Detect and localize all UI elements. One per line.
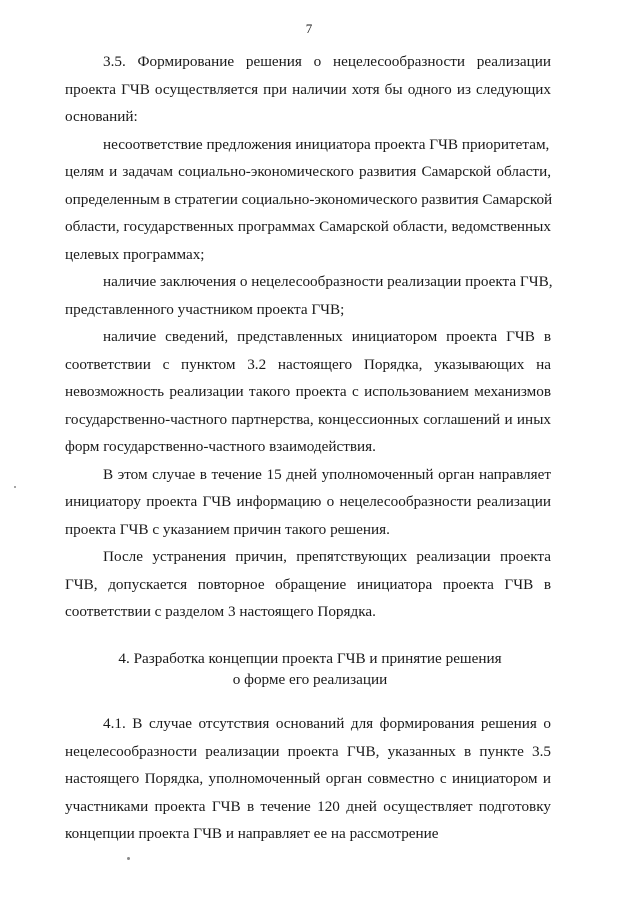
text-line: наличие заключения о нецелесообразности реализации проекта ГЧВ, xyxy=(103,273,553,290)
text-line: области, государственных программах Самарской области, ведомственных xyxy=(65,218,551,235)
text-line: участниками проекта ГЧВ в течение 120 дней осуществляет подготовку xyxy=(65,798,551,815)
text-line: определенным в стратегии социально-экономического развития Самарской xyxy=(65,191,553,208)
text-line: целевых программах; xyxy=(65,246,205,263)
heading-line: о форме его реализации xyxy=(232,671,388,688)
heading-line: 4. Разработка концепции проекта ГЧВ и принятие решения xyxy=(118,650,502,667)
text-line: наличие сведений, представленных инициатором проекта ГЧВ в xyxy=(103,328,551,345)
text-line: 3.5. Формирование решения о нецелесообразности реализации xyxy=(103,53,551,70)
text-line: проекта ГЧВ с указанием причин такого решения. xyxy=(65,521,390,538)
text-line: После устранения причин, препятствующих реализации проекта xyxy=(103,548,551,565)
text-line: ГЧВ, допускается повторное обращение инициатора проекта ГЧВ в xyxy=(65,576,551,593)
text-line: форм государственно-частного взаимодействия. xyxy=(65,438,376,455)
text-line: проекта ГЧВ осуществляется при наличии хотя бы одного из следующих xyxy=(65,81,551,98)
text-line: соответствии с пунктом 3.2 настоящего Порядка, указывающих на xyxy=(65,356,551,373)
text-line: государственно-частного партнерства, концессионных соглашений и иных xyxy=(65,411,551,428)
text-line: целям и задачам социально-экономического развития Самарской области, xyxy=(65,163,551,180)
scan-speck xyxy=(14,486,16,488)
text-line: невозможность реализации такого проекта с использованием механизмов xyxy=(65,383,551,400)
text-line: концепции проекта ГЧВ и направляет ее на рассмотрение xyxy=(65,825,439,842)
text-line: оснований: xyxy=(65,108,138,125)
page-number: 7 xyxy=(305,21,313,36)
text-line: нецелесообразности реализации проекта ГЧВ, указанных в пункте 3.5 xyxy=(65,743,551,760)
text-line: В этом случае в течение 15 дней уполномоченный орган направляет xyxy=(103,466,551,483)
scan-speck xyxy=(127,857,130,860)
text-line: инициатору проекта ГЧВ информацию о нецелесообразности реализации xyxy=(65,493,551,510)
text-line: 4.1. В случае отсутствия оснований для формирования решения о xyxy=(103,715,551,732)
text-line: несоответствие предложения инициатора проекта ГЧВ приоритетам, xyxy=(103,136,550,153)
text-line: настоящего Порядка, уполномоченный орган совместно с инициатором и xyxy=(65,770,551,787)
text-line: соответствии с разделом 3 настоящего Порядка. xyxy=(65,603,376,620)
text-line: представленного участником проекта ГЧВ; xyxy=(65,301,345,318)
